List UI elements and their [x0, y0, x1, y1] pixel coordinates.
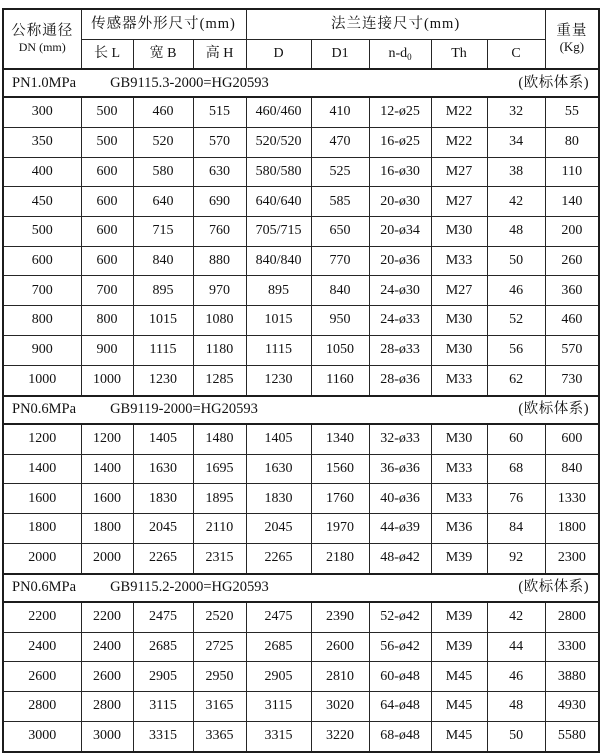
table-cell: 110 — [545, 157, 599, 187]
table-cell: M30 — [431, 424, 487, 455]
table-cell: 460/460 — [246, 97, 311, 128]
table-cell: 2600 — [81, 662, 133, 692]
table-cell: 570 — [545, 335, 599, 365]
table-cell: 3315 — [133, 721, 193, 752]
table-cell: 56-ø42 — [369, 632, 431, 662]
table-cell: 2800 — [3, 692, 81, 722]
table-cell: 1405 — [246, 424, 311, 455]
table-cell: 20-ø30 — [369, 187, 431, 217]
table-cell: 1560 — [311, 454, 369, 484]
table-cell: 1340 — [311, 424, 369, 455]
table-cell: M36 — [431, 514, 487, 544]
table-cell: 24-ø33 — [369, 306, 431, 336]
table-header — [3, 9, 599, 69]
table-cell: 3220 — [311, 721, 369, 752]
table-cell: 46 — [487, 276, 545, 306]
table-body — [3, 69, 599, 752]
table-cell: 28-ø36 — [369, 365, 431, 396]
table-row — [3, 721, 599, 752]
table-cell: 1200 — [3, 424, 81, 455]
table-row — [3, 454, 599, 484]
table-row — [3, 335, 599, 365]
table-cell: 200 — [545, 217, 599, 247]
table-cell: 56 — [487, 335, 545, 365]
table-cell: 460 — [133, 97, 193, 128]
table-cell: 1160 — [311, 365, 369, 396]
table-cell: M27 — [431, 276, 487, 306]
table-row — [3, 632, 599, 662]
table-cell: 1760 — [311, 484, 369, 514]
table-cell: 950 — [311, 306, 369, 336]
table-cell: 600 — [545, 424, 599, 455]
section-note: (欧标体系) — [518, 579, 590, 596]
section-cell — [3, 574, 599, 602]
table-cell: 470 — [311, 128, 369, 158]
table-cell: 1600 — [81, 484, 133, 514]
table-cell: 2265 — [246, 543, 311, 574]
table-cell: 42 — [487, 602, 545, 633]
table-cell: 1015 — [246, 306, 311, 336]
section-cell — [3, 396, 599, 424]
table-cell: M33 — [431, 484, 487, 514]
table-cell: 24-ø30 — [369, 276, 431, 306]
table-cell: 400 — [3, 157, 81, 187]
table-row — [3, 365, 599, 396]
table-cell: M30 — [431, 306, 487, 336]
table-cell: 36-ø36 — [369, 454, 431, 484]
header-group-row — [3, 9, 599, 39]
section-cell — [3, 69, 599, 97]
table-cell: M30 — [431, 335, 487, 365]
table-cell: 360 — [545, 276, 599, 306]
table-cell: 1115 — [246, 335, 311, 365]
table-cell: 38 — [487, 157, 545, 187]
table-row — [3, 662, 599, 692]
table-cell: M39 — [431, 543, 487, 574]
table-cell: 500 — [81, 97, 133, 128]
table-cell: M33 — [431, 365, 487, 396]
table-cell: 2600 — [311, 632, 369, 662]
table-cell: 28-ø33 — [369, 335, 431, 365]
table-cell: 76 — [487, 484, 545, 514]
table-cell: 1830 — [133, 484, 193, 514]
table-cell: 3115 — [133, 692, 193, 722]
table-cell: 1000 — [81, 365, 133, 396]
table-cell: M45 — [431, 662, 487, 692]
header-col-nd0-base: n-d — [388, 45, 408, 61]
header-dn-label: 公称通径 — [11, 23, 74, 40]
table-cell: 2045 — [246, 514, 311, 544]
table-cell: 705/715 — [246, 217, 311, 247]
table-cell: 60 — [487, 424, 545, 455]
table-cell: 700 — [81, 276, 133, 306]
table-cell: 1230 — [246, 365, 311, 396]
table-cell: 1970 — [311, 514, 369, 544]
table-cell: 840/840 — [246, 246, 311, 276]
section-standard-code: GB9119-2000=HG20593 — [110, 401, 258, 418]
table-cell: 585 — [311, 187, 369, 217]
section-standard-code: GB9115.3-2000=HG20593 — [110, 74, 269, 91]
table-cell: 260 — [545, 246, 599, 276]
table-cell: 1230 — [133, 365, 193, 396]
table-cell: 895 — [133, 276, 193, 306]
table-cell: 2600 — [3, 662, 81, 692]
table-cell: 52 — [487, 306, 545, 336]
table-cell: 48-ø42 — [369, 543, 431, 574]
table-cell: 770 — [311, 246, 369, 276]
table-cell: 68-ø48 — [369, 721, 431, 752]
table-cell: 580 — [133, 157, 193, 187]
table-row — [3, 306, 599, 336]
header-sub-row — [3, 39, 599, 69]
table-cell: 2810 — [311, 662, 369, 692]
table-cell: 42 — [487, 187, 545, 217]
table-cell: 1115 — [133, 335, 193, 365]
table-cell: 55 — [545, 97, 599, 128]
table-cell: 800 — [81, 306, 133, 336]
table-cell: 800 — [3, 306, 81, 336]
table-cell: 700 — [3, 276, 81, 306]
table-cell: 80 — [545, 128, 599, 158]
table-cell: 60-ø48 — [369, 662, 431, 692]
table-cell: 630 — [193, 157, 246, 187]
table-cell: M45 — [431, 721, 487, 752]
table-cell: 450 — [3, 187, 81, 217]
table-cell: 570 — [193, 128, 246, 158]
table-row — [3, 602, 599, 633]
table-cell: 640 — [133, 187, 193, 217]
table-cell: 600 — [81, 157, 133, 187]
table-cell: 1895 — [193, 484, 246, 514]
table-cell: 900 — [3, 335, 81, 365]
table-cell: 715 — [133, 217, 193, 247]
table-cell: 52-ø42 — [369, 602, 431, 633]
section-pressure-rating: PN0.6MPa — [12, 579, 77, 596]
table-cell: 3365 — [193, 721, 246, 752]
table-cell: 1015 — [133, 306, 193, 336]
table-cell: 2110 — [193, 514, 246, 544]
table-cell: 760 — [193, 217, 246, 247]
table-cell: 1800 — [3, 514, 81, 544]
section-row — [3, 69, 599, 97]
table-cell: 46 — [487, 662, 545, 692]
table-cell: 50 — [487, 246, 545, 276]
table-row — [3, 97, 599, 128]
header-col-height: 高 H — [193, 39, 246, 69]
table-cell: 40-ø36 — [369, 484, 431, 514]
table-cell: M27 — [431, 157, 487, 187]
table-row — [3, 246, 599, 276]
table-cell: 1285 — [193, 365, 246, 396]
header-col-nd0 — [369, 39, 431, 69]
table-cell: 3880 — [545, 662, 599, 692]
table-cell: 34 — [487, 128, 545, 158]
table-row — [3, 217, 599, 247]
table-cell: 2265 — [133, 543, 193, 574]
table-cell: 1480 — [193, 424, 246, 455]
table-cell: 350 — [3, 128, 81, 158]
table-cell: 3165 — [193, 692, 246, 722]
header-weight-label: 重量 — [556, 22, 588, 39]
table-cell: 2400 — [81, 632, 133, 662]
table-cell: 2520 — [193, 602, 246, 633]
header-col-nd0-subscript: 0 — [407, 51, 412, 62]
table-cell: 3300 — [545, 632, 599, 662]
table-cell: 840 — [311, 276, 369, 306]
section-row — [3, 574, 599, 602]
table-cell: 16-ø30 — [369, 157, 431, 187]
table-cell: 1830 — [246, 484, 311, 514]
table-cell: 1330 — [545, 484, 599, 514]
table-cell: 640/640 — [246, 187, 311, 217]
table-cell: 1200 — [81, 424, 133, 455]
header-dn-unit: DN (mm) — [18, 39, 66, 54]
table-cell: 2685 — [133, 632, 193, 662]
table-row — [3, 424, 599, 455]
table-cell: 16-ø25 — [369, 128, 431, 158]
table-cell: 4930 — [545, 692, 599, 722]
table-cell: 32-ø33 — [369, 424, 431, 455]
table-cell: 520 — [133, 128, 193, 158]
table-cell: 2725 — [193, 632, 246, 662]
table-row — [3, 692, 599, 722]
table-cell: 1400 — [3, 454, 81, 484]
table-cell: 3115 — [246, 692, 311, 722]
table-cell: 20-ø34 — [369, 217, 431, 247]
table-cell: 1630 — [246, 454, 311, 484]
table-cell: 3315 — [246, 721, 311, 752]
table-cell: 1695 — [193, 454, 246, 484]
table-cell: 1600 — [3, 484, 81, 514]
dimension-spec-table — [2, 8, 600, 753]
table-cell: 3000 — [81, 721, 133, 752]
table-cell: 44-ø39 — [369, 514, 431, 544]
table-cell: 460 — [545, 306, 599, 336]
section-standard-code: GB9115.2-2000=HG20593 — [110, 579, 269, 596]
table-cell: M45 — [431, 692, 487, 722]
table-cell: 50 — [487, 721, 545, 752]
table-row — [3, 484, 599, 514]
table-row — [3, 128, 599, 158]
section-pressure-rating: PN0.6MPa — [12, 401, 77, 418]
table-cell: 1405 — [133, 424, 193, 455]
header-col-d1: D1 — [311, 39, 369, 69]
table-cell: 62 — [487, 365, 545, 396]
table-cell: 1800 — [545, 514, 599, 544]
section-pressure-rating: PN1.0MPa — [12, 74, 77, 91]
table-row — [3, 187, 599, 217]
table-cell: 12-ø25 — [369, 97, 431, 128]
header-col-width: 宽 B — [133, 39, 193, 69]
table-cell: 2950 — [193, 662, 246, 692]
table-cell: 1400 — [81, 454, 133, 484]
table-cell: 5580 — [545, 721, 599, 752]
table-cell: 2000 — [81, 543, 133, 574]
table-cell: 2800 — [81, 692, 133, 722]
table-cell: 2475 — [133, 602, 193, 633]
table-cell: 44 — [487, 632, 545, 662]
header-weight — [545, 9, 599, 69]
table-cell: 2800 — [545, 602, 599, 633]
table-cell: 2905 — [246, 662, 311, 692]
header-col-th: Th — [431, 39, 487, 69]
table-cell: 580/580 — [246, 157, 311, 187]
table-cell: 2000 — [3, 543, 81, 574]
table-cell: 1050 — [311, 335, 369, 365]
table-cell: 2300 — [545, 543, 599, 574]
table-cell: 2400 — [3, 632, 81, 662]
header-col-length: 长 L — [81, 39, 133, 69]
table-cell: M39 — [431, 632, 487, 662]
table-cell: 68 — [487, 454, 545, 484]
table-cell: 515 — [193, 97, 246, 128]
table-cell: 650 — [311, 217, 369, 247]
table-cell: 2315 — [193, 543, 246, 574]
section-note: (欧标体系) — [518, 401, 590, 418]
table-cell: 1080 — [193, 306, 246, 336]
table-cell: 970 — [193, 276, 246, 306]
table-cell: 3000 — [3, 721, 81, 752]
section-note: (欧标体系) — [518, 74, 590, 91]
table-cell: M33 — [431, 454, 487, 484]
table-cell: 840 — [133, 246, 193, 276]
table-cell: 900 — [81, 335, 133, 365]
table-cell: 48 — [487, 217, 545, 247]
table-cell: 2045 — [133, 514, 193, 544]
table-cell: 2180 — [311, 543, 369, 574]
table-cell: 2390 — [311, 602, 369, 633]
table-cell: 895 — [246, 276, 311, 306]
table-cell: 32 — [487, 97, 545, 128]
header-col-d: D — [246, 39, 311, 69]
table-cell: M33 — [431, 246, 487, 276]
table-cell: 1630 — [133, 454, 193, 484]
table-cell: 48 — [487, 692, 545, 722]
table-cell: 92 — [487, 543, 545, 574]
table-cell: 600 — [81, 217, 133, 247]
table-cell: 2200 — [3, 602, 81, 633]
table-row — [3, 543, 599, 574]
table-cell: 730 — [545, 365, 599, 396]
section-row — [3, 396, 599, 424]
table-cell: M39 — [431, 602, 487, 633]
table-cell: M27 — [431, 187, 487, 217]
header-sensor-group: 传感器外形尺寸(mm) — [81, 9, 246, 39]
table-row — [3, 514, 599, 544]
table-cell: 2475 — [246, 602, 311, 633]
table-cell: 840 — [545, 454, 599, 484]
table-cell: 500 — [81, 128, 133, 158]
header-dn — [3, 9, 81, 69]
header-flange-group: 法兰连接尺寸(mm) — [246, 9, 545, 39]
table-cell: 600 — [3, 246, 81, 276]
table-cell: 84 — [487, 514, 545, 544]
table-cell: 20-ø36 — [369, 246, 431, 276]
table-row — [3, 276, 599, 306]
table-cell: 600 — [81, 187, 133, 217]
table-cell: 410 — [311, 97, 369, 128]
table-row — [3, 157, 599, 187]
header-col-c: C — [487, 39, 545, 69]
table-cell: 2685 — [246, 632, 311, 662]
table-cell: 300 — [3, 97, 81, 128]
table-cell: 1000 — [3, 365, 81, 396]
table-cell: 1180 — [193, 335, 246, 365]
table-cell: 880 — [193, 246, 246, 276]
header-weight-unit: (Kg) — [559, 39, 585, 55]
table-cell: 600 — [81, 246, 133, 276]
table-cell: 2905 — [133, 662, 193, 692]
table-cell: M30 — [431, 217, 487, 247]
table-cell: 520/520 — [246, 128, 311, 158]
table-cell: 140 — [545, 187, 599, 217]
table-cell: M22 — [431, 128, 487, 158]
table-cell: 2200 — [81, 602, 133, 633]
table-cell: M22 — [431, 97, 487, 128]
table-cell: 64-ø48 — [369, 692, 431, 722]
table-cell: 3020 — [311, 692, 369, 722]
table-cell: 500 — [3, 217, 81, 247]
table-cell: 1800 — [81, 514, 133, 544]
table-cell: 525 — [311, 157, 369, 187]
table-cell: 690 — [193, 187, 246, 217]
